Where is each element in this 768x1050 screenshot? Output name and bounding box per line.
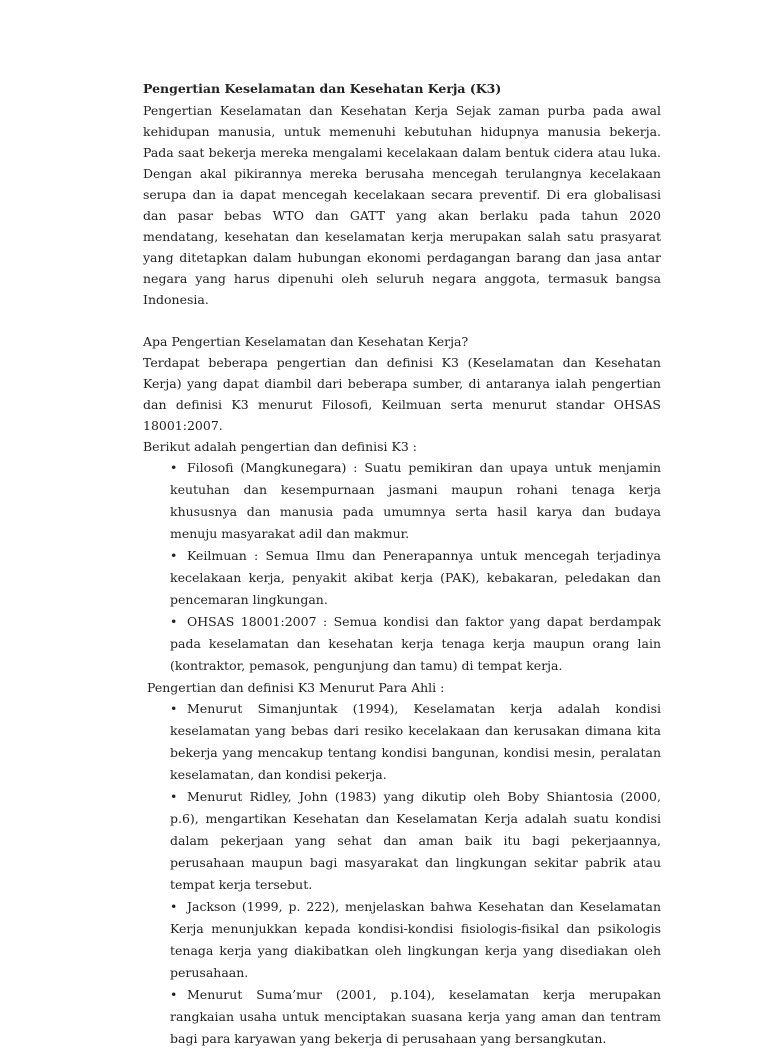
bullet-icon: • [170,614,178,629]
list-item-text: Menurut Suma’mur (2001, p.104), keselamatan kerja merupakan rangkaian usaha untuk menciptakan suasana kerja yang aman dan tentram bagi para karyawan yang bekerja di perusahaan yang bersangkutan. [170,987,661,1046]
bullet-icon: • [170,548,178,563]
list-item-text: OHSAS 18001:2007 : Semua kondisi dan faktor yang dapat berdampak pada keselamatan dan kesehatan kerja tenaga kerja maupun orang lain (kontraktor, pemasok, pengunjung dan tamu) di tempat kerja. [170,614,661,673]
document-body [143,78,661,1050]
experts-list [143,698,661,1050]
list-item [143,896,661,984]
bullet-icon: • [170,460,178,475]
document-title: Pengertian Keselamatan dan Kesehatan Kerja (K3) [143,81,502,96]
experts-intro: Pengertian dan definisi K3 Menurut Para Ahli : [147,680,445,695]
definitions-paragraph: Terdapat beberapa pengertian dan definisi K3 (Keselamatan dan Kesehatan Kerja) yang dapat diambil dari beberapa sumber, di antaranya ialah pengertian dan definisi K3 menurut Filosofi, Keilmuan serta menurut standar OHSAS 18001:2007. [143,355,661,433]
list-item [143,611,661,677]
bullet-icon: • [170,899,178,914]
list-item-text: Keilmuan : Semua Ilmu dan Penerapannya untuk mencegah terjadinya kecelakaan kerja, penyakit akibat kerja (PAK), kebakaran, peledakan dan pencemaran lingkungan. [170,548,661,607]
bullet-icon: • [170,789,178,804]
list-item [143,545,661,611]
list-intro: Berikut adalah pengertian dan definisi K3 : [143,439,418,454]
list-item [143,786,661,896]
bullet-icon: • [170,701,178,716]
intro-paragraph: Pengertian Keselamatan dan Kesehatan Kerja Sejak zaman purba pada awal kehidupan manusia, untuk memenuhi kebutuhan hidupnya manusia bekerja. Pada saat bekerja mereka mengalami kecelakaan dalam bentuk cidera atau luka. Dengan akal pikirannya mereka berusaha mencegah terulangnya kecelakaan serupa dan ia dapat mencegah kecelakaan secara preventif. Di era globalisasi dan pasar bebas WTO dan GATT yang akan berlaku pada tahun 2020 mendatang, kesehatan dan keselamatan kerja merupakan salah satu prasyarat yang ditetapkan dalam hubungan ekonomi perdagangan barang dan jasa antar negara yang harus dipenuhi oleh seluruh negara anggota, termasuk bangsa Indonesia. [143,103,661,307]
paragraph-spacer [143,310,661,331]
list-item [143,457,661,545]
list-item-text: Menurut Simanjuntak (1994), Keselamatan kerja adalah kondisi keselamatan yang bebas dari resiko kecelakaan dan kerusakan dimana kita bekerja yang mencakup tentang kondisi bangunan, kondisi mesin, peralatan keselamatan, dan kondisi pekerja. [170,701,661,782]
list-item-text: Menurut Ridley, John (1983) yang dikutip oleh Boby Shiantosia (2000, p.6), mengartikan Kesehatan dan Keselamatan Kerja adalah suatu kondisi dalam pekerjaan yang sehat dan aman baik itu bagi pekerjaannya, perusahaan maupun bagi masyarakat dan lingkungan sekitar pabrik atau tempat kerja tersebut. [170,789,661,892]
list-item [143,698,661,786]
bullet-icon: • [170,987,178,1002]
list-item [143,984,661,1050]
list-item-text: Jackson (1999, p. 222), menjelaskan bahwa Kesehatan dan Keselamatan Kerja menunjukkan kepada kondisi-kondisi fisiologis-fisikal dan psikologis tenaga kerja yang diakibatkan oleh lingkungan kerja yang disediakan oleh perusahaan. [170,899,661,980]
definitions-list [143,457,661,677]
list-item-text: Filosofi (Mangkunegara) : Suatu pemikiran dan upaya untuk menjamin keutuhan dan kesempurnaan jasmani maupun rohani tenaga kerja khususnya dan manusia pada umumnya serta hasil karya dan budaya menuju masyarakat adil dan makmur. [170,460,661,541]
question-heading: Apa Pengertian Keselamatan dan Kesehatan Kerja? [143,334,469,349]
